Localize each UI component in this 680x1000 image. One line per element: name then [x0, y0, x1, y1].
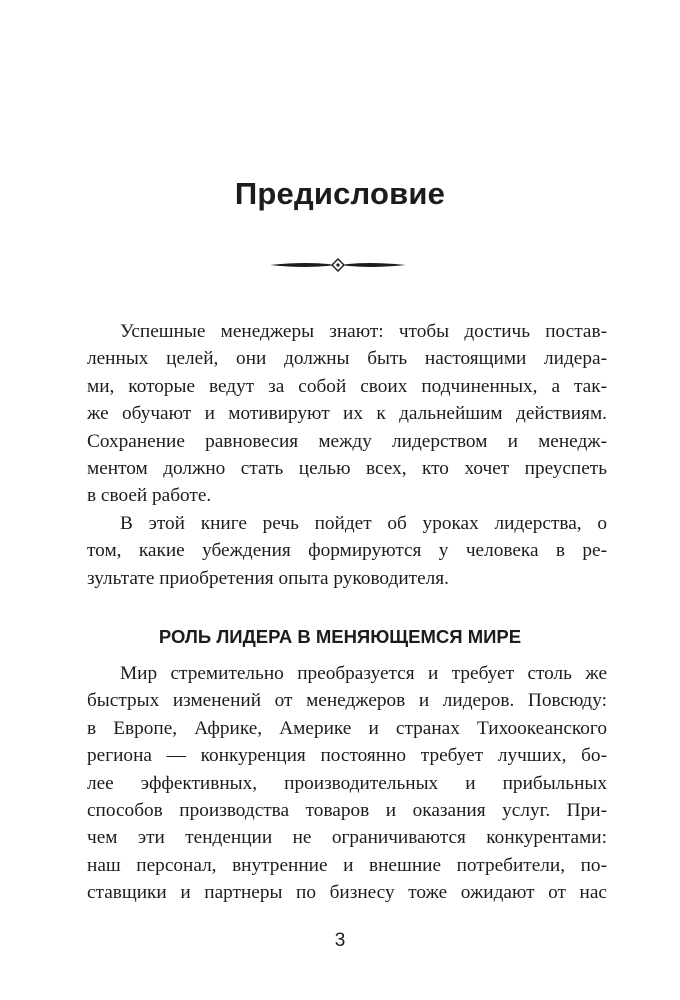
- text-line: Сохранение равновесия между лидерством и менедж-: [87, 430, 607, 452]
- text-line: быстрых изменений от менеджеров и лидеров. Повсюду:: [87, 690, 607, 712]
- text-line: наш персонал, внутренние и внешние потребители, по-: [87, 854, 607, 876]
- text-line: том, какие убеждения формируются у человека в ре-: [87, 540, 607, 562]
- section-paragraph: [87, 660, 607, 907]
- text-line: ми, которые ведут за собой своих подчиненных, а так-: [87, 375, 607, 397]
- text-line: в своей работе.: [87, 485, 212, 507]
- text-line: же обучают и мотивируют их к дальнейшим действиям.: [87, 403, 607, 425]
- decorative-divider-icon: [268, 256, 408, 274]
- text-line: региона — конкуренция постоянно требует лучших, бо-: [87, 745, 607, 767]
- section-text: [87, 660, 607, 907]
- text-line: чем эти тенденции не ограничиваются конкурентами:: [87, 827, 607, 849]
- text-line: ставщики и партнеры по бизнесу тоже ожидают от нас: [87, 882, 607, 904]
- text-line: в Европе, Африке, Америке и странах Тихоокеанского: [87, 717, 607, 739]
- intro-paragraph-2: [87, 510, 607, 592]
- text-line: Успешные менеджеры знают: чтобы достичь постав-: [120, 321, 607, 342]
- page-title: Предисловие: [234, 176, 446, 211]
- page-number: 3: [334, 930, 346, 951]
- section-heading: РОЛЬ ЛИДЕРА В МЕНЯЮЩЕМСЯ МИРЕ: [158, 626, 522, 647]
- text-line: ментом должно стать целью всех, кто хочет преуспеть: [87, 458, 607, 480]
- text-line: В этой книге речь пойдет об уроках лидерства, о: [120, 512, 607, 534]
- intro-paragraph-1: [87, 318, 607, 510]
- text-line: зультате приобретения опыта руководителя.: [87, 567, 449, 589]
- intro-text: [87, 318, 607, 592]
- text-line: Мир стремительно преобразуется и требует столь же: [120, 663, 607, 684]
- text-line: способов производства товаров и оказания услуг. При-: [87, 800, 607, 822]
- text-line: ленных целей, они должны быть настоящими лидера-: [87, 348, 607, 370]
- text-line: лее эффективных, производительных и прибыльных: [87, 772, 607, 794]
